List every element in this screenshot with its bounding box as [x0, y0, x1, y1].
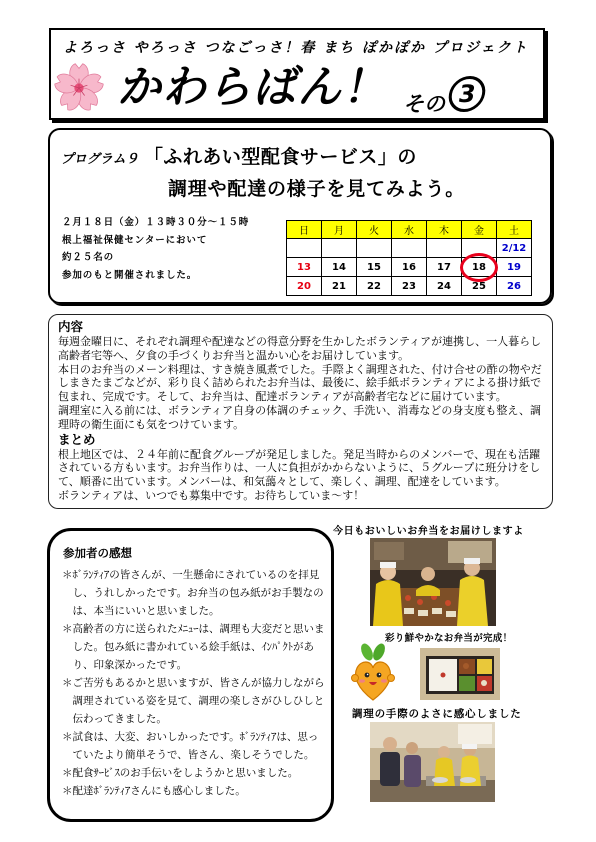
calendar-weekday: 日 — [287, 221, 322, 239]
event-closing: 参加のもと開催されました。 — [62, 269, 198, 281]
calendar-weekday: 土 — [497, 221, 532, 239]
issue-prefix: その — [402, 92, 450, 116]
event-info — [62, 214, 249, 284]
calendar-day: 24 — [427, 277, 462, 296]
program-name: 「ふれあい型配食サービス」の — [143, 146, 417, 168]
impression-item: ＊高齢者の方に送られたﾒﾆｭｰは、調理も大変だと思いました。包み紙に書かれている絵手紙は、ｲﾝﾊﾟｸﾄがあり、印象深かったです。 — [62, 623, 325, 671]
event-attendance: 約２５名の — [62, 252, 115, 263]
calendar-day — [427, 239, 462, 258]
impressions-list — [62, 566, 326, 800]
calendar-day: 2/12 — [497, 239, 532, 258]
masthead — [49, 28, 545, 120]
calendar-day — [322, 239, 357, 258]
calendar-day: 20 — [287, 277, 322, 296]
photo-caption-bento: 彩り鮮やかなお弁当が完成！ — [385, 633, 513, 644]
summary-paragraph: ボランティアは、いつでも募集中です。お待ちしていま～す！ — [58, 488, 365, 502]
calendar-day: 26 — [497, 277, 532, 296]
impression-item: ＊配食ｻｰﾋﾞｽのお手伝いをしようかと思いました。 — [62, 767, 299, 779]
calendar-day: 21 — [322, 277, 357, 296]
content-paragraph: 調理室に入る前には、ボランティア自身の体調のチェック、手洗い、消毒などの身支度も整え、調理時の衛生面にも気をつけています。 — [58, 403, 542, 431]
photo-caption-delivery: 今日もおいしいお弁当をお届けしますよ — [333, 526, 524, 537]
bento-photo — [420, 648, 500, 700]
calendar-day — [392, 239, 427, 258]
issue-number: 3 — [456, 80, 478, 108]
mascot-icon — [350, 642, 396, 704]
content-paragraph: 毎週金曜日に、それぞれ調理や配達などの得意分野を生かしたボランティアが連携し、一人暮らし高齢者宅等へ、夕食の手づくりお弁当と温かい心をお届けしています。 — [58, 335, 542, 362]
content-paragraph: 本日のお弁当のメーン料理は、すき焼き風煮でした。手際よく調理された、付け合せの酢の物やだしまきたまごなどが、彩り良く詰められたお弁当は、最後に、絵手紙ボランティアによる掛け紙で包まれ、完成です。そして、お弁当は、配達ボランティアが高齢者宅などに届けています。 — [58, 362, 542, 404]
event-datetime: ２月１８日（金）１３時３０分～１５時 — [62, 217, 250, 228]
calendar-week-row — [287, 239, 532, 258]
summary-paragraph: 根上地区では、２４年前に配食グループが発足しました。発足当時からのメンバーで、現在も活躍されている方もいます。お弁当作りは、一人に負担がかからないように、５グループに班分けをして、順番に出ています。メンバーは、和気藹々として、楽しく、調理、配達をしています。 — [58, 447, 541, 489]
calendar-weekday: 月 — [322, 221, 357, 239]
program-panel — [48, 128, 552, 304]
calendar-header-row — [287, 221, 532, 239]
impression-item: ＊ご苦労もあるかと思いますが、皆さんが協力しながら調理されている姿を見て、調理の楽しさがひしひしと伝わってきました。 — [62, 677, 325, 725]
calendar-day: 15 — [357, 258, 392, 277]
issue-number-badge — [446, 76, 488, 112]
calendar-day: 14 — [322, 258, 357, 277]
calendar-weekday: 水 — [392, 221, 427, 239]
calendar-day: 17 — [427, 258, 462, 277]
impression-item: ＊配達ﾎﾞﾗﾝﾃｨｱさんにも感心しました。 — [62, 785, 246, 797]
newsletter-title: かわらばん！ — [115, 62, 396, 113]
calendar-weekday: 金 — [462, 221, 497, 239]
event-venue: 根上福祉保健センターにおいて — [62, 234, 208, 246]
calendar — [286, 220, 532, 296]
summary-heading: まとめ — [58, 431, 96, 447]
calendar-day: 23 — [392, 277, 427, 296]
impression-item: ＊ﾎﾞﾗﾝﾃｨｱの皆さんが、一生懸命にされているのを拝見し、うれしかったです。お弁当の包み紙がお手製なのは、本当にいいと思いました。 — [62, 569, 324, 617]
sakura-flower-icon — [51, 60, 107, 116]
calendar-week-row — [287, 258, 532, 277]
photo-caption-cooking: 調理の手際のよさに感心しました — [352, 708, 522, 720]
content-panel — [48, 314, 553, 509]
masthead-tagline: よろっさ やろっさ つなごっさ！春 まち ぽかぽか プロジェクト — [62, 40, 532, 56]
calendar-day: 22 — [357, 277, 392, 296]
calendar-weekday: 木 — [427, 221, 462, 239]
volunteers-cooking-photo — [370, 538, 496, 626]
impressions-panel — [47, 528, 334, 822]
program-heading — [59, 142, 417, 169]
program-subtitle: 調理や配達の様子を見てみよう。 — [168, 178, 466, 200]
calendar-weekday: 火 — [357, 221, 392, 239]
calendar-day — [287, 239, 322, 258]
program-label: プログラム９ — [59, 152, 142, 167]
calendar-day: 13 — [287, 258, 322, 277]
calendar-day: 16 — [392, 258, 427, 277]
kitchen-visit-photo — [370, 722, 495, 802]
content-heading: 内容 — [58, 319, 84, 334]
calendar-day: 19 — [497, 258, 532, 277]
calendar-day: 18 — [462, 258, 497, 277]
calendar-day: 25 — [462, 277, 497, 296]
calendar-day — [357, 239, 392, 258]
impressions-heading: 参加者の感想 — [63, 546, 132, 560]
calendar-week-row — [287, 277, 532, 296]
impression-item: ＊試食は、大変、おいしかったです。ﾎﾞﾗﾝﾃｨｱは、思っていたより簡単そうで、皆さん、楽しそうでした。 — [62, 731, 319, 761]
